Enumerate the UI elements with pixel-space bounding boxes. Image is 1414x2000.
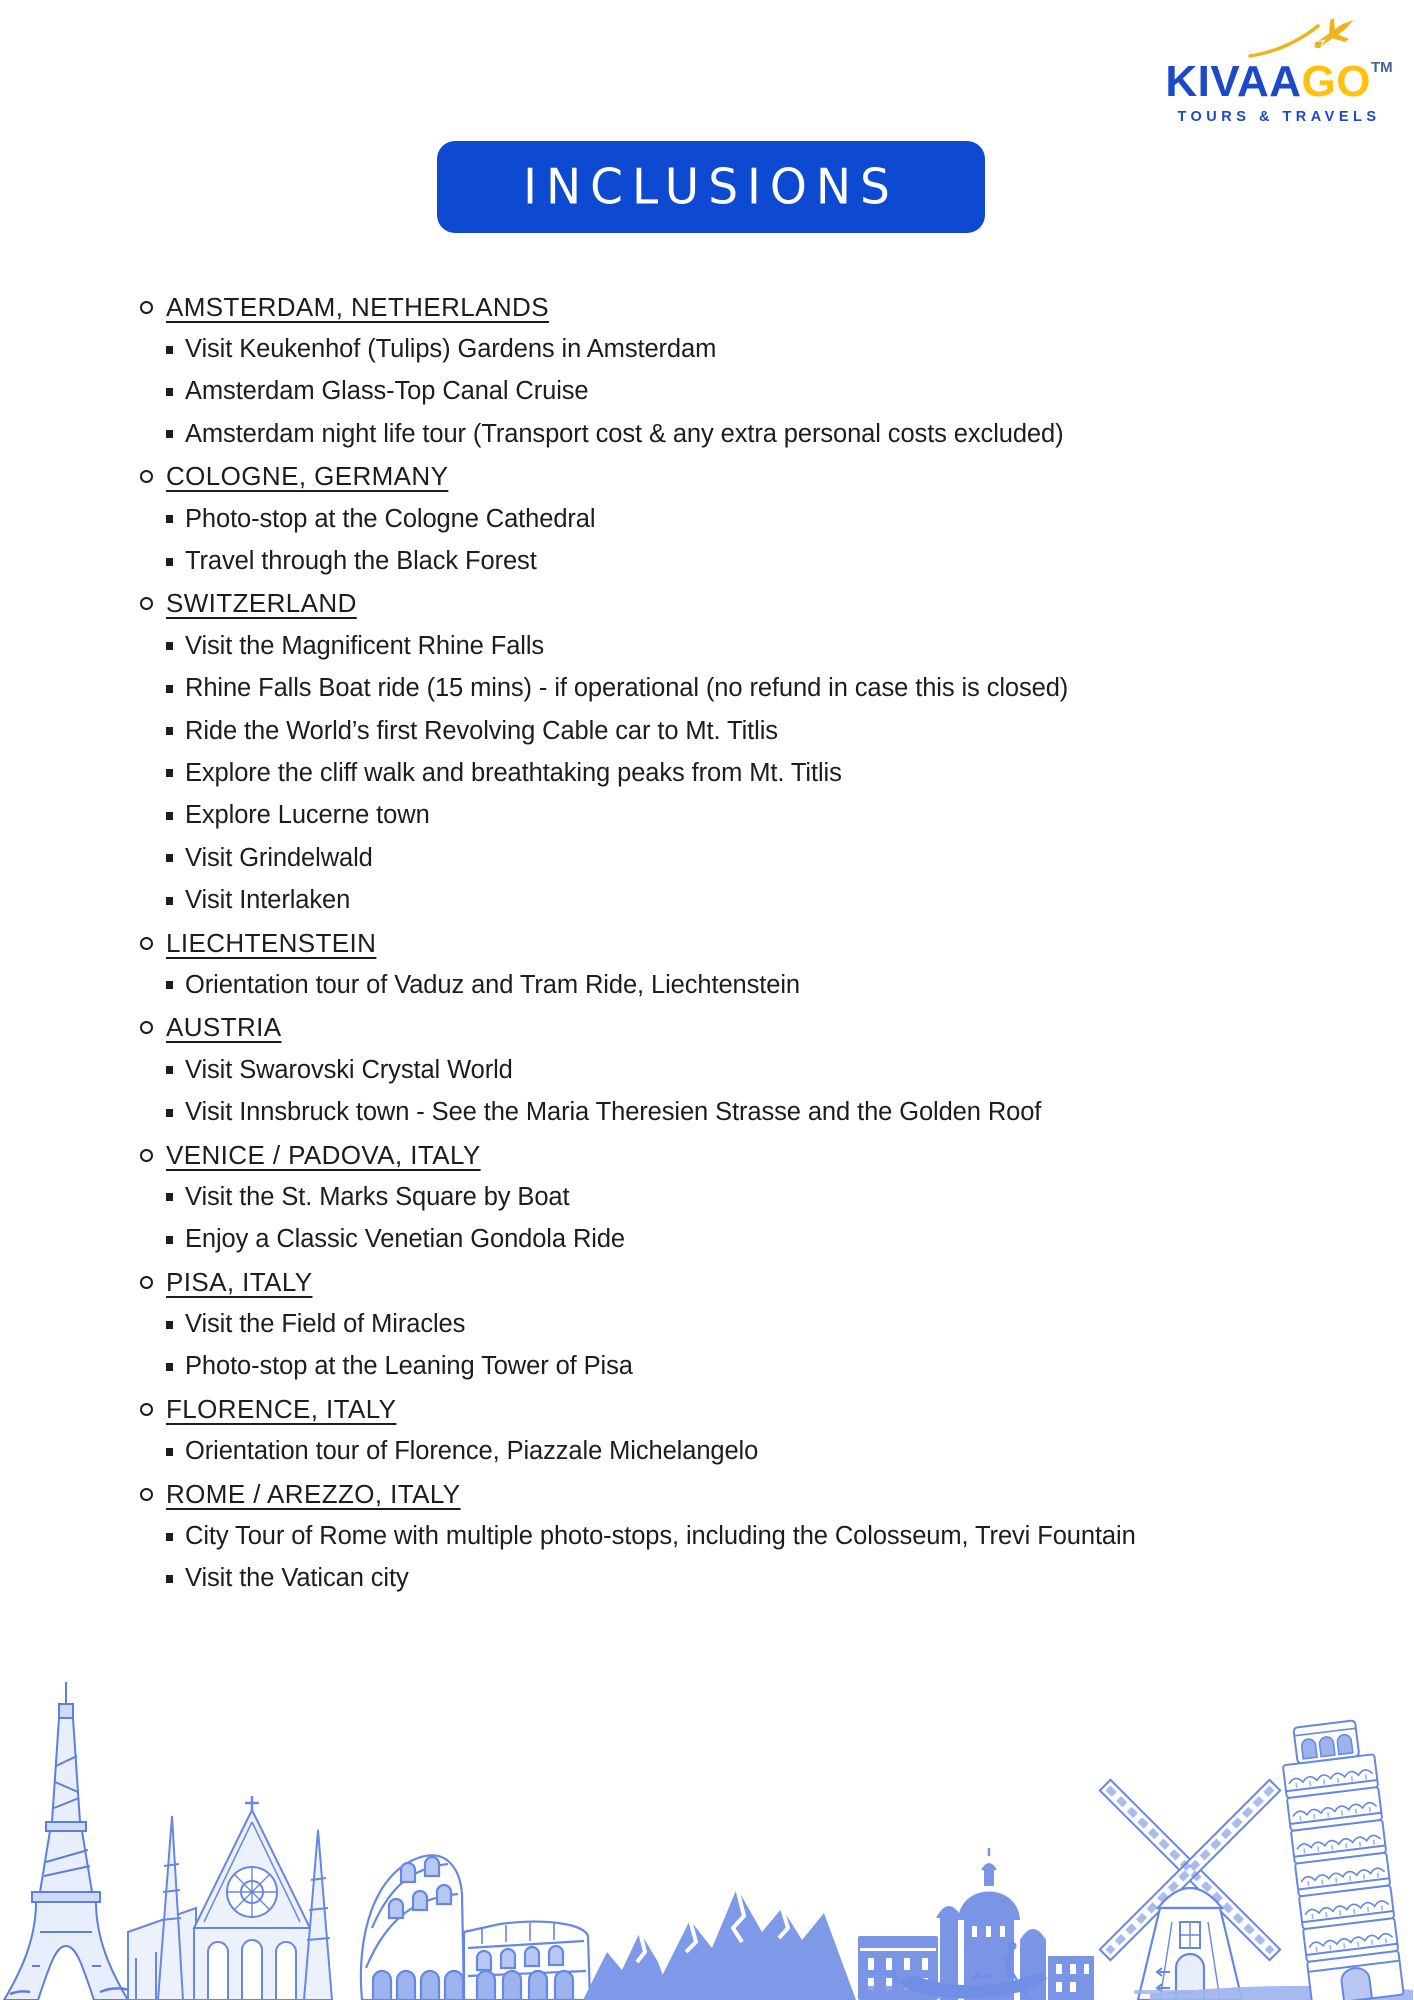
gothic-cathedral [128,1796,332,2000]
inclusion-item-row [0,795,1414,837]
square-bullet-icon [166,1193,173,1201]
section-row [0,1007,1414,1049]
europe-landmarks-illustration [0,1670,1414,2000]
square-bullet-icon [166,897,173,905]
square-bullet-icon [166,388,173,396]
section-row [0,1134,1414,1176]
square-bullet-icon [166,1066,173,1074]
square-bullet-icon [166,854,173,862]
square-bullet-icon [166,1448,173,1456]
brand-wordmark: KIVAAGO™ [1165,57,1393,106]
section-row [0,1261,1414,1303]
brand-tagline: TOURS & TRAVELS [1177,109,1381,125]
page-title: INCLUSIONS [523,158,899,216]
inclusions-title-badge [437,141,985,233]
square-bullet-icon [166,685,173,693]
colosseum [361,1855,590,2000]
section-row [0,1388,1414,1430]
square-bullet-icon [166,769,173,777]
inclusion-item-row [0,1346,1414,1388]
square-bullet-icon [166,981,173,989]
inclusion-item-row [0,1219,1414,1261]
square-bullet-icon [166,515,173,523]
inclusion-item-row [0,1091,1414,1133]
square-bullet-icon [166,558,173,566]
inclusion-item-row [0,1176,1414,1218]
inclusion-item: Orientation tour of Florence, Piazzale Michelangelo [185,1437,759,1466]
inclusion-item-row [0,879,1414,921]
section-row [0,583,1414,625]
circle-bullet-icon [140,301,153,314]
inclusion-item-row [0,1049,1414,1091]
inclusion-item-row [0,964,1414,1006]
inclusion-item: Photo-stop at the Cologne Cathedral [185,504,596,533]
section-row [0,456,1414,498]
eiffel-tower [4,1682,130,2000]
inclusion-item-row [0,710,1414,752]
inclusion-item: Enjoy a Classic Venetian Gondola Ride [185,1225,625,1254]
section-row [0,922,1414,964]
inclusion-item-row [0,413,1414,455]
inclusion-item: Visit the Magnificent Rhine Falls [185,631,545,660]
inclusion-item-row [0,1558,1414,1600]
inclusion-item: Rhine Falls Boat ride (15 mins) - if operational (no refund in case this is closed) [185,674,1069,703]
square-bullet-icon [166,1236,173,1244]
section-row [0,1473,1414,1515]
circle-bullet-icon [140,1021,153,1034]
inclusion-item-row [0,371,1414,413]
inclusion-item-row [0,625,1414,667]
circle-bullet-icon [140,1403,153,1416]
leaning-tower-of-pisa [1278,1718,1403,2000]
inclusion-item: City Tour of Rome with multiple photo-stops, including the Colosseum, Trevi Fountain [185,1522,1136,1551]
section-title: PISA, ITALY [166,1266,313,1297]
circle-bullet-icon [140,470,153,483]
inclusion-item: Amsterdam Glass-Top Canal Cruise [185,377,589,406]
inclusions-list [0,286,1414,1600]
section-title: SWITZERLAND [166,588,357,619]
inclusion-item-row [0,498,1414,540]
inclusion-item-row [0,1303,1414,1345]
section-title: COLOGNE, GERMANY [166,461,449,492]
inclusion-item: Visit Swarovski Crystal World [185,1055,513,1084]
inclusion-item: Visit Interlaken [185,886,351,915]
inclusion-item: Visit the St. Marks Square by Boat [185,1182,570,1211]
inclusion-item: Visit the Field of Miracles [185,1310,466,1339]
square-bullet-icon [166,812,173,820]
inclusion-item: Visit Innsbruck town - See the Maria Theresien Strasse and the Golden Roof [185,1098,1042,1127]
inclusion-item-row [0,1431,1414,1473]
plane-icon [1148,14,1410,60]
square-bullet-icon [166,1109,173,1117]
inclusion-item-row [0,540,1414,582]
inclusion-item-row [0,328,1414,370]
circle-bullet-icon [140,937,153,950]
circle-bullet-icon [140,1276,153,1289]
inclusion-item: Amsterdam night life tour (Transport cost & any extra personal costs excluded) [185,419,1064,448]
alps-mountains [583,1888,856,2000]
inclusion-item: Visit Keukenhof (Tulips) Gardens in Amsterdam [185,335,717,364]
square-bullet-icon [166,1575,173,1583]
section-title: LIECHTENSTEIN [166,927,377,958]
section-title: FLORENCE, ITALY [166,1393,397,1424]
square-bullet-icon [166,727,173,735]
section-title: AMSTERDAM, NETHERLANDS [166,291,549,322]
square-bullet-icon [166,1321,173,1329]
square-bullet-icon [166,346,173,354]
circle-bullet-icon [140,1149,153,1162]
section-row [0,286,1414,328]
inclusion-item-row [0,668,1414,710]
inclusion-item: Travel through the Black Forest [185,547,537,576]
inclusion-item: Ride the World’s first Revolving Cable car to Mt. Titlis [185,716,778,745]
square-bullet-icon [166,1533,173,1541]
circle-bullet-icon [140,1488,153,1501]
inclusion-item-row [0,1515,1414,1557]
inclusion-item: Explore the cliff walk and breathtaking peaks from Mt. Titlis [185,758,842,787]
square-bullet-icon [166,642,173,650]
section-title: VENICE / PADOVA, ITALY [166,1139,481,1170]
inclusion-item-row [0,752,1414,794]
inclusion-item: Orientation tour of Vaduz and Tram Ride, Liechtenstein [185,970,800,999]
kivaago-logo [1148,14,1410,125]
inclusion-item-row [0,837,1414,879]
inclusion-item: Visit Grindelwald [185,843,373,872]
square-bullet-icon [166,1363,173,1371]
section-title: ROME / AREZZO, ITALY [166,1478,461,1509]
section-title: AUSTRIA [166,1012,282,1043]
circle-bullet-icon [140,597,153,610]
inclusion-item: Visit the Vatican city [185,1564,409,1593]
square-bullet-icon [166,430,173,438]
inclusion-item: Photo-stop at the Leaning Tower of Pisa [185,1352,633,1381]
inclusion-item: Explore Lucerne town [185,801,430,830]
